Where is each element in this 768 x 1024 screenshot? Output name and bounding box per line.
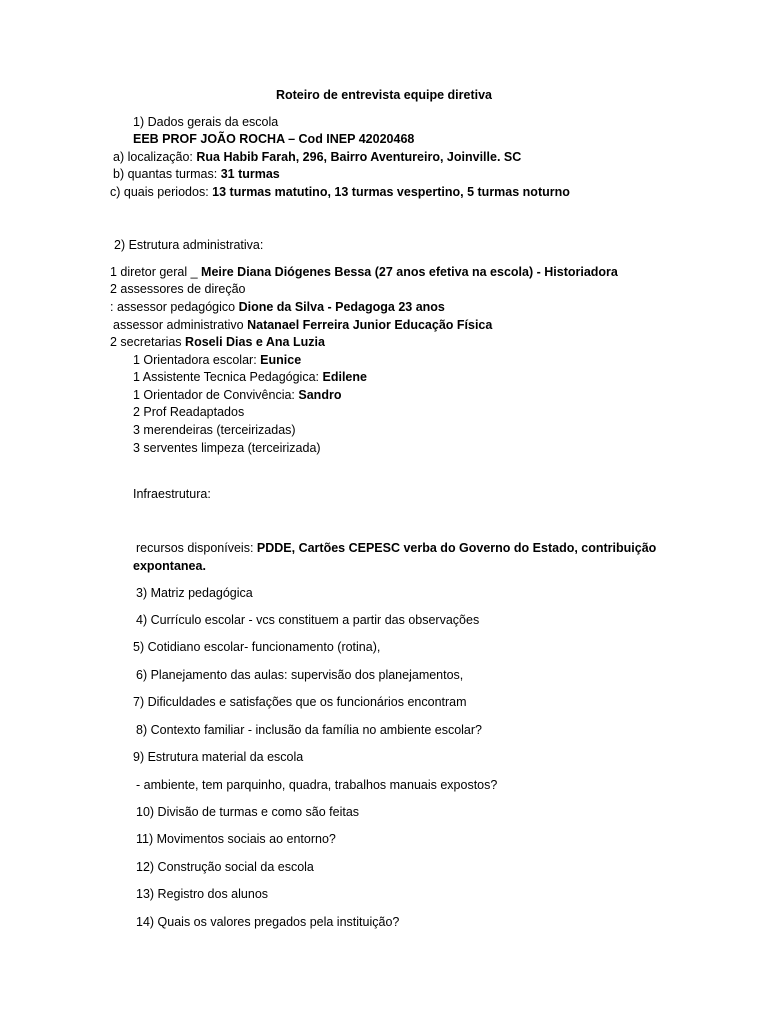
list-item-9: 9) Estrutura material da escola (133, 750, 304, 764)
list-item-13: 13) Registro dos alunos (136, 887, 269, 901)
location-line: a) localização: Rua Habib Farah, 296, Bairro Aventureiro, Joinville. SC (113, 150, 522, 164)
orientador-convivencia-line: 1 Orientador de Convivência: Sandro (133, 388, 342, 402)
prof-readaptados-line: 2 Prof Readaptados (133, 405, 245, 419)
infraestrutura-heading: Infraestrutura: (133, 487, 211, 501)
assessor-pedagogico-line: : assessor pedagógico Dione da Silva - Pedagoga 23 anos (110, 300, 445, 314)
list-item-14: 14) Quais os valores pregados pela instituição? (136, 915, 400, 929)
merendeiras-line: 3 merendeiras (terceirizadas) (133, 423, 296, 437)
recursos-line-2: expontanea. (133, 559, 206, 573)
periodos-line: c) quais periodos: 13 turmas matutino, 13 turmas vespertino, 5 turmas noturno (110, 185, 570, 199)
recursos-line: recursos disponíveis: PDDE, Cartões CEPESC verba do Governo do Estado, contribuição (136, 541, 657, 555)
assessor-administrativo-line: assessor administrativo Natanael Ferreira Junior Educação Física (113, 318, 493, 332)
list-item-5: 5) Cotidiano escolar- funcionamento (rotina), (133, 640, 381, 654)
orientadora-line: 1 Orientadora escolar: Eunice (133, 353, 302, 367)
assistente-line: 1 Assistente Tecnica Pedagógica: Edilene (133, 370, 367, 384)
list-item-10: 10) Divisão de turmas e como são feitas (136, 805, 360, 819)
school-name: EEB PROF JOÃO ROCHA – Cod INEP 42020468 (133, 132, 415, 146)
secretarias-line: 2 secretarias Roseli Dias e Ana Luzia (110, 335, 325, 349)
list-item-3: 3) Matriz pedagógica (136, 586, 253, 600)
list-item-12: 12) Construção social da escola (136, 860, 314, 874)
list-item-7: 7) Dificuldades e satisfações que os funcionários encontram (133, 695, 467, 709)
list-item-6: 6) Planejamento das aulas: supervisão dos planejamentos, (136, 668, 464, 682)
list-item-4: 4) Currículo escolar - vcs constituem a partir das observações (136, 613, 480, 627)
page-title: Roteiro de entrevista equipe diretiva (275, 88, 493, 102)
list-item-8: 8) Contexto familiar - inclusão da família no ambiente escolar? (136, 723, 483, 737)
assessores-line: 2 assessores de direção (110, 282, 246, 296)
list-item-9-detail: - ambiente, tem parquinho, quadra, trabalhos manuais expostos? (136, 778, 498, 792)
section-1-heading: 1) Dados gerais da escola (133, 115, 279, 129)
list-item-11: 11) Movimentos sociais ao entorno? (136, 832, 336, 846)
diretor-line: 1 diretor geral _ Meire Diana Diógenes Bessa (27 anos efetiva na escola) - Historiadora (110, 265, 618, 279)
serventes-line: 3 serventes limpeza (terceirizada) (133, 441, 321, 455)
section-2-heading: 2) Estrutura administrativa: (114, 238, 264, 252)
turmas-line: b) quantas turmas: 31 turmas (113, 167, 280, 181)
